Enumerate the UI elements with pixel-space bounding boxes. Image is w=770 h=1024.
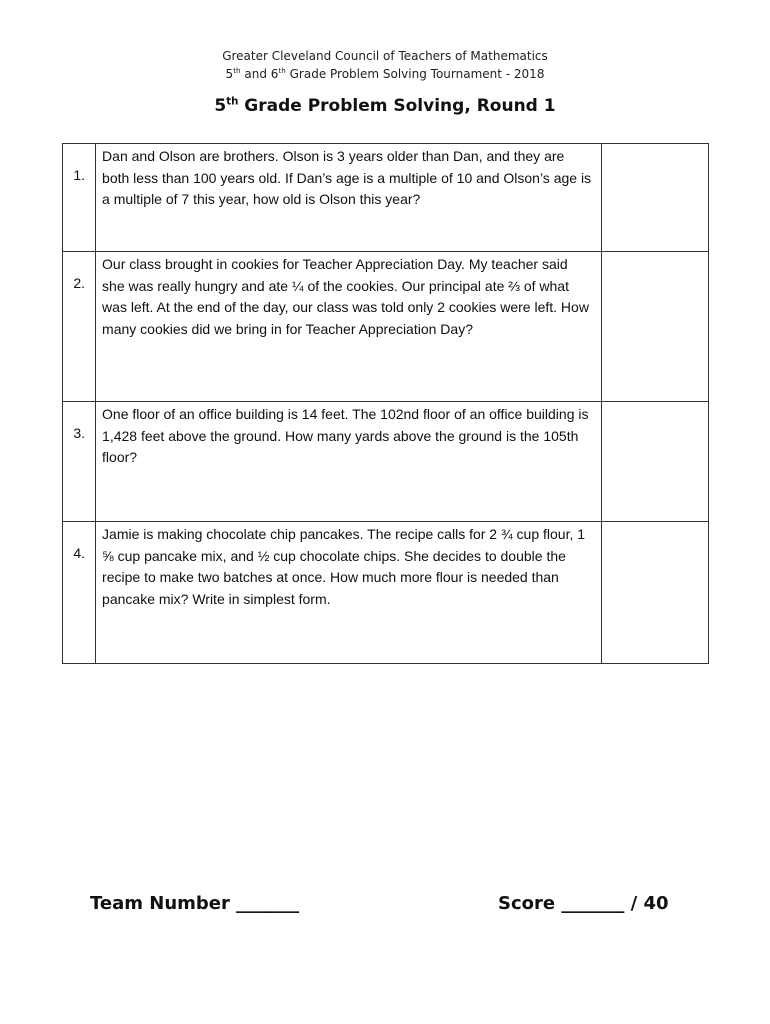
grade-five-number: 5 <box>225 67 234 81</box>
score-field[interactable]: Score _______ / 40 <box>498 893 669 914</box>
tournament-name: Grade Problem Solving Tournament - 2018 <box>285 67 545 81</box>
and-connector: and <box>240 67 271 81</box>
answer-box[interactable] <box>601 522 708 664</box>
answer-box[interactable] <box>601 252 708 402</box>
problem-text: Our class brought in cookies for Teacher Appreciation Day. My teacher said she was really hungry and ate ¼ of the cookies. Our principal ate ⅔ of what was left. At the end of the day, our class was told only 2 cookies were left. How many cookies did we bring in for Teacher Appreciation Day? <box>96 252 602 402</box>
tournament-subtitle <box>0 67 770 81</box>
problem-row <box>63 252 709 402</box>
grade-six-number: 6 <box>270 67 279 81</box>
problem-row <box>63 402 709 522</box>
problem-row <box>63 522 709 664</box>
team-number-field[interactable]: Team Number _______ <box>90 893 300 914</box>
problem-row <box>63 144 709 252</box>
problem-text: Dan and Olson are brothers. Olson is 3 years older than Dan, and they are both less than 100 years old. If Dan’s age is a multiple of 10 and Olson’s age is a multiple of 7 this year, how old is Olson this year? <box>96 144 602 252</box>
problem-text: One floor of an office building is 14 feet. The 102nd floor of an office building is 1,428 feet above the ground. How many yards above the ground is the 105th floor? <box>96 402 602 522</box>
organization-name: Greater Cleveland Council of Teachers of Mathematics <box>222 49 548 63</box>
problem-number: 1. <box>63 144 96 252</box>
answer-box[interactable] <box>601 144 708 252</box>
problem-number: 3. <box>63 402 96 522</box>
page-title <box>0 95 770 117</box>
answer-box[interactable] <box>601 402 708 522</box>
problem-table <box>62 143 709 664</box>
title-grade-suffix: th <box>226 96 239 108</box>
title-text: Grade Problem Solving, Round 1 <box>238 96 556 116</box>
problem-text: Jamie is making chocolate chip pancakes. The recipe calls for 2 ¾ cup flour, 1 ⅝ cup pancake mix, and ½ cup chocolate chips. She decides to double the recipe to make two batches at once. How much more flour is needed than pancake mix? Write in simplest form. <box>96 522 602 664</box>
grade-six-suffix: th <box>278 66 286 75</box>
problem-number: 2. <box>63 252 96 402</box>
problem-number: 4. <box>63 522 96 664</box>
grade-five-suffix: th <box>233 66 241 75</box>
title-grade-number: 5 <box>214 96 227 116</box>
